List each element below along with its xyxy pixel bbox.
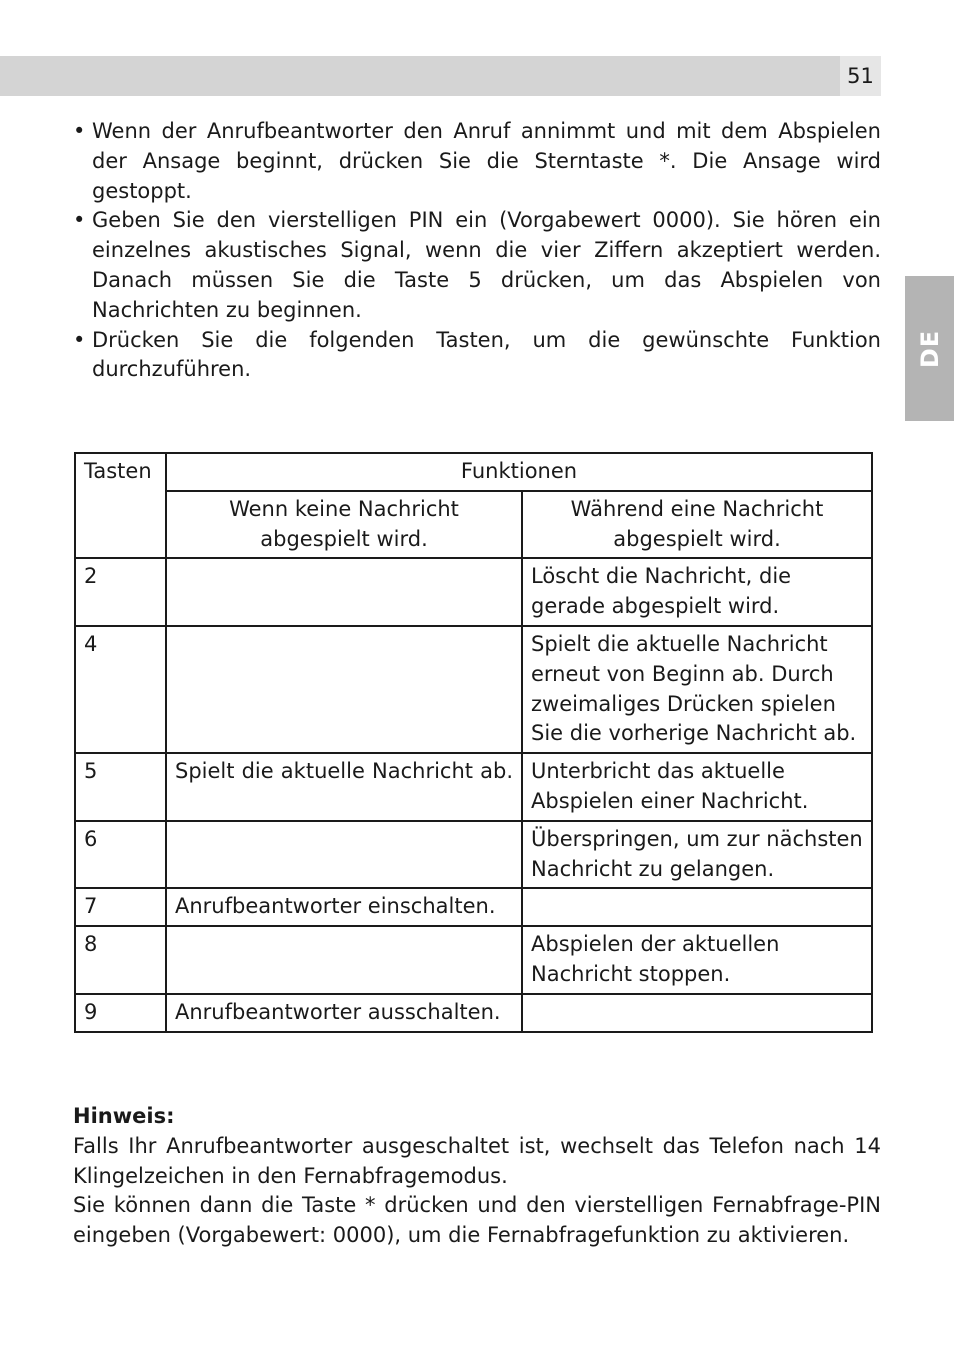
language-tab bbox=[905, 276, 954, 421]
subheader-no-message: Wenn keine Nachricht abgespielt wird. bbox=[166, 491, 522, 559]
idle-function-cell bbox=[166, 821, 522, 889]
page-number: 51 bbox=[840, 56, 881, 96]
table-header-row bbox=[75, 453, 872, 491]
instruction-item: • Drücken Sie die folgenden Tasten, um die gewünschte Funktion durchzuführen. bbox=[73, 326, 881, 386]
key-cell: 9 bbox=[75, 994, 166, 1032]
idle-function-cell bbox=[166, 926, 522, 994]
header-keys: Tasten bbox=[75, 453, 166, 558]
table-row bbox=[75, 926, 872, 994]
playing-function-cell: Löscht die Nachricht, die gerade abgespielt wird. bbox=[522, 558, 872, 626]
key-cell: 2 bbox=[75, 558, 166, 626]
idle-function-cell: Anrufbeantworter einschalten. bbox=[166, 888, 522, 926]
note-paragraph: Falls Ihr Anrufbeantworter ausgeschaltet ist, wechselt das Telefon nach 14 Klingelzeichen in den Fernabfragemodus. bbox=[73, 1133, 881, 1188]
table-subheader-row bbox=[75, 491, 872, 559]
key-cell: 6 bbox=[75, 821, 166, 889]
key-cell: 8 bbox=[75, 926, 166, 994]
instruction-item: • Geben Sie den vierstelligen PIN ein (Vorgabewert 0000). Sie hören ein einzelnes akustisches Signal, wenn die vier Ziffern akzeptiert werden. Danach müssen Sie die Taste 5 drücken, um das Abspielen von Nachrichten zu beginnen. bbox=[73, 206, 881, 325]
idle-function-cell bbox=[166, 558, 522, 626]
table-row bbox=[75, 888, 872, 926]
key-function-table bbox=[74, 452, 873, 1033]
table-row bbox=[75, 821, 872, 889]
language-tab-label: DE bbox=[915, 329, 944, 368]
playing-function-cell: Unterbricht das aktuelle Abspielen einer Nachricht. bbox=[522, 753, 872, 821]
idle-function-cell bbox=[166, 626, 522, 753]
playing-function-cell: Überspringen, um zur nächsten Nachricht zu gelangen. bbox=[522, 821, 872, 889]
note-paragraph: Sie können dann die Taste * drücken und den vierstelligen Fernabfrage-PIN eingeben (Vorgabewert: 0000), um die Fernabfragefunktion zu aktivieren. bbox=[73, 1193, 881, 1248]
note-section bbox=[73, 1102, 881, 1251]
playing-function-cell: Abspielen der aktuellen Nachricht stoppen. bbox=[522, 926, 872, 994]
header-functions: Funktionen bbox=[166, 453, 872, 491]
idle-function-cell: Spielt die aktuelle Nachricht ab. bbox=[166, 753, 522, 821]
playing-function-cell: Spielt die aktuelle Nachricht erneut von Beginn ab. Durch zweimaliges Drücken spielen Sie die vorherige Nachricht ab. bbox=[522, 626, 872, 753]
table-row bbox=[75, 994, 872, 1032]
instruction-list bbox=[73, 117, 881, 385]
instruction-item: • Wenn der Anrufbeantworter den Anruf annimmt und mit dem Abspielen der Ansage beginnt, drücken Sie die Sterntaste *. Die Ansage wird gestoppt. bbox=[73, 117, 881, 206]
table-row bbox=[75, 753, 872, 821]
table-row bbox=[75, 558, 872, 626]
key-cell: 4 bbox=[75, 626, 166, 753]
idle-function-cell: Anrufbeantworter ausschalten. bbox=[166, 994, 522, 1032]
playing-function-cell bbox=[522, 888, 872, 926]
subheader-during-message: Während eine Nachricht abgespielt wird. bbox=[522, 491, 872, 559]
key-cell: 5 bbox=[75, 753, 166, 821]
playing-function-cell bbox=[522, 994, 872, 1032]
key-cell: 7 bbox=[75, 888, 166, 926]
note-title: Hinweis: bbox=[73, 1104, 175, 1128]
header-bar bbox=[0, 56, 840, 96]
table-row bbox=[75, 626, 872, 753]
